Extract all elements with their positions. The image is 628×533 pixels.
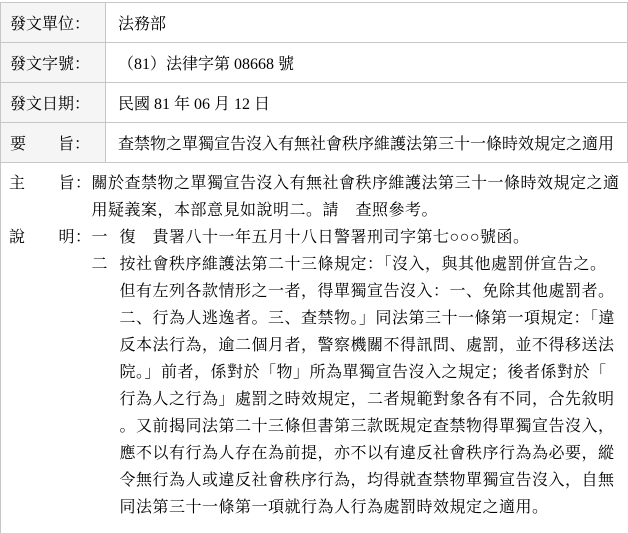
explanation-section: [9, 224, 628, 521]
explanation-label: 說 明：: [9, 229, 92, 246]
item-2-number: 二: [91, 256, 109, 273]
document-number-value: （81）法律字第 08668 號: [106, 43, 628, 83]
subject-label: 主 旨：: [9, 175, 92, 192]
field-row-issuing-unit: [1, 3, 628, 43]
document-header-table: [0, 2, 628, 163]
field-row-issue-date: [1, 83, 628, 123]
item-1-text: 復 貴署八十一年五月十八日警署刑司字第七○○○號函。: [119, 229, 530, 246]
explanation-item-1: [92, 224, 622, 251]
document-number-label: 發文字號：: [1, 43, 106, 83]
issue-date-label: 發文日期：: [1, 83, 106, 123]
memo-body: [0, 163, 628, 533]
gist-value: 查禁物之單獨宣告沒入有無社會秩序維護法第三十一條時效規定之適用: [106, 123, 628, 163]
subject-section: [9, 170, 628, 224]
issue-date-value: 民國 81 年 06 月 12 日: [106, 83, 628, 123]
explanation-item-2: [92, 251, 622, 521]
issuing-unit-label: 發文單位：: [1, 3, 106, 43]
item-1-number: 一: [91, 229, 109, 246]
gist-label: 要 旨：: [1, 123, 106, 163]
issuing-unit-value: 法務部: [106, 3, 628, 43]
explanation-items: [92, 224, 622, 521]
subject-text: 關於查禁物之單獨宣告沒入有無社會秩序維護法第三十一條時效規定之適用疑義案，本部意見如說明二。請 查照參考。: [91, 175, 620, 219]
field-row-gist: [1, 123, 628, 163]
item-2-text: 按社會秩序維護法第二十三條規定：「沒入，與其他處罰併宣告之。但有左列各款情形之一者，得單獨宣告沒入：一、免除其他處罰者。二、行為人逃逸者。三、查禁物。」同法第三十一條第一項規定：「違反本法行為，逾二個月者，警察機關不得訊問、處罰，並不得移送法院。」前者，係對於「物」所為單獨宣告沒入之規定；後者係對於「行為人之行為」處罰之時效規定，二者規範對象各有不同，合先敘明。又前揭同法第二十三條但書第三款既規定查禁物得單獨宣告沒入，應不以有行為人存在為前提，亦不以有違反社會秩序行為為必要，縱令無行為人或違反社會秩序行為，均得就查禁物單獨宣告沒入，自無同法第三十一條第一項就行為人行為處罰時效規定之適用。: [119, 256, 616, 516]
field-row-document-number: [1, 43, 628, 83]
